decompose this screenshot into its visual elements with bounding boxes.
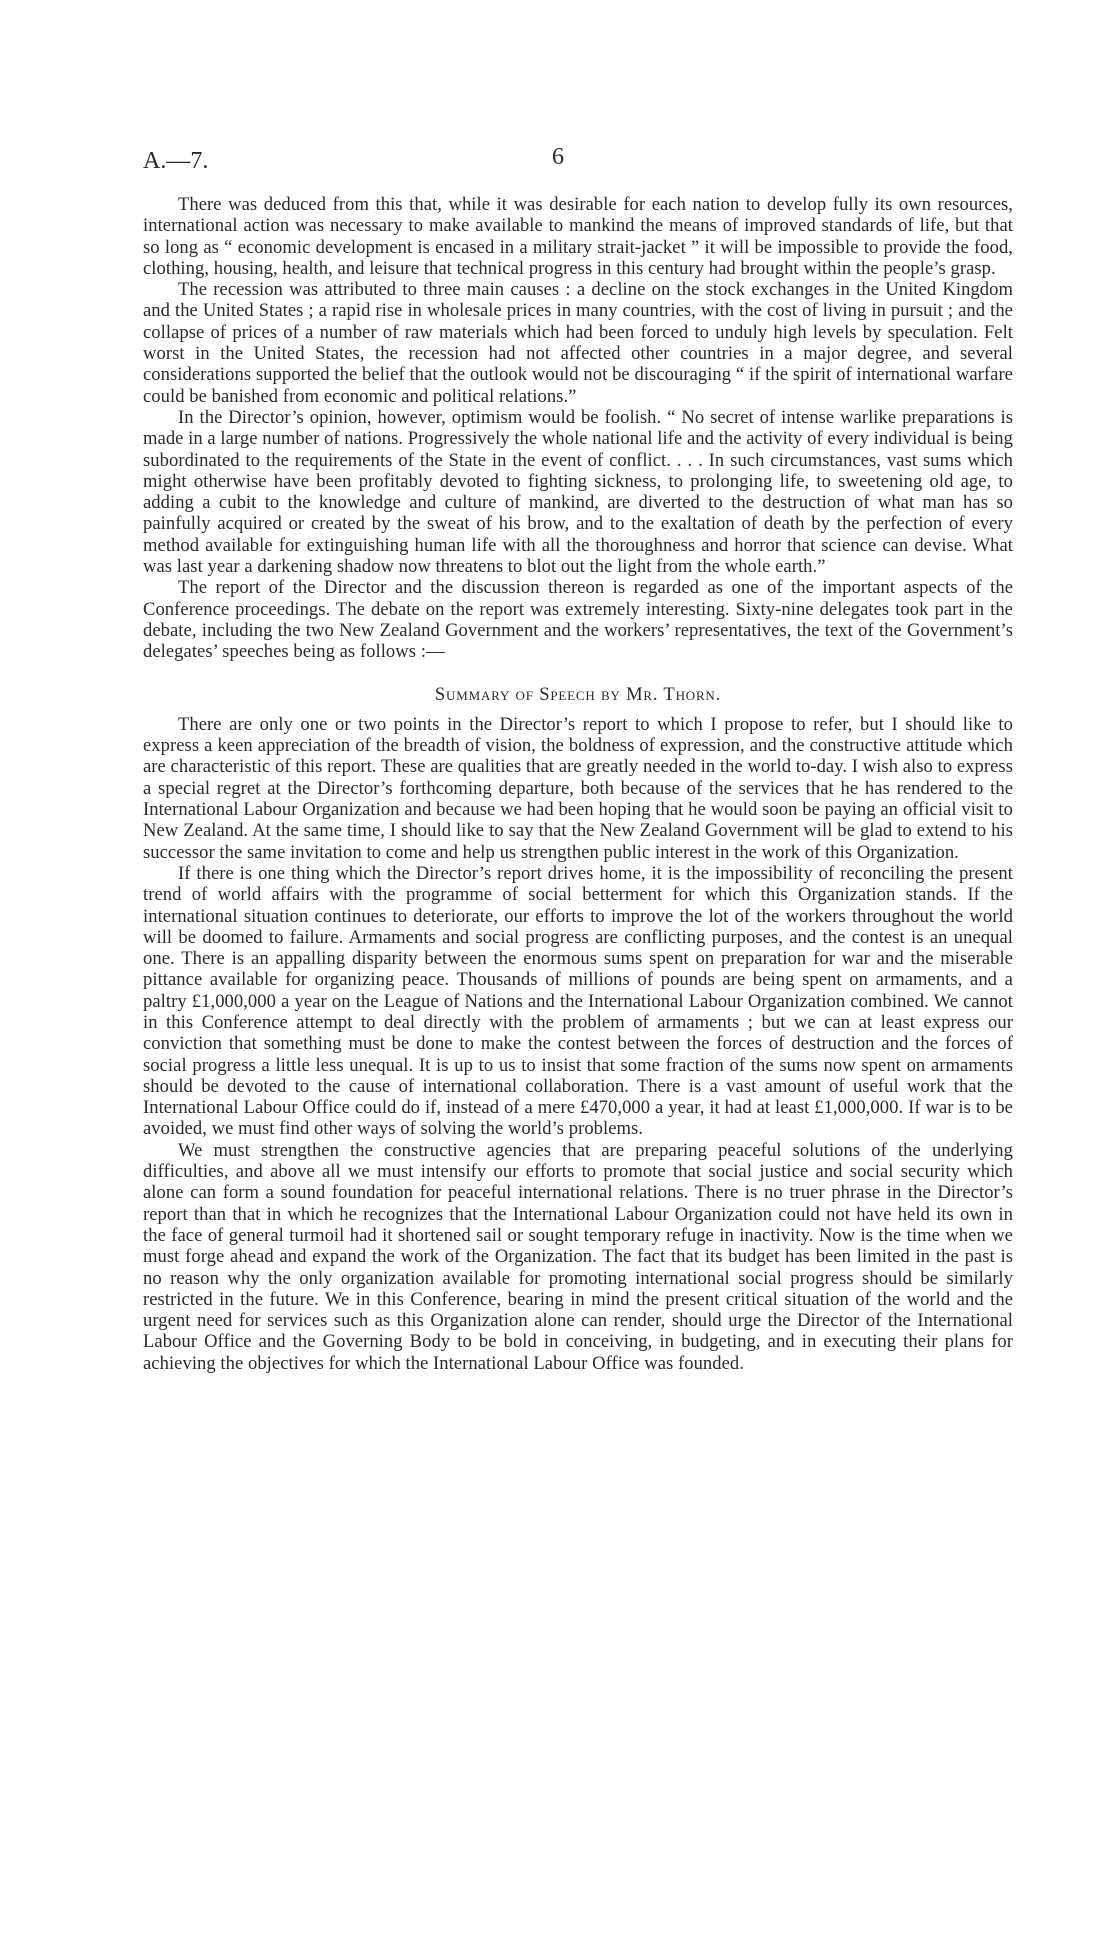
paragraph: In the Director’s opinion, however, optimism would be foolish. “ No secret of intense warlike preparations is made in a large number of nations. Progressively the whole national life and the activity of every individual is being subordinated to the requirements of the State in the event of conflict. . . . In such circumstances, vast sums which might otherwise have been profitably devoted to fighting sickness, to prolonging life, to sweetening old age, to adding a cubit to the knowledge and culture of mankind, are diverted to the destruction of what man has so painfully acquired or created by the sweat of his brow, and to the exaltation of death by the perfection of every method available for extinguishing human life with all the thoroughness and horror that science can devise. What was last year a darkening shadow now threatens to blot out the light from the whole earth.” [143, 406, 1013, 578]
paragraph: There are only one or two points in the Director’s report to which I propose to refer, but I should like to express a keen appreciation of the breadth of vision, the boldness of expression, and the constructive attitude which are characteristic of this report. These are qualities that are greatly needed in the world to-day. I wish also to express a special regret at the Director’s forthcoming departure, both because of the services that he has rendered to the International Labour Organization and because we had been hoping that he would soon be paying an official visit to New Zealand. At the same time, I should like to say that the New Zealand Government will be glad to extend to his successor the same invitation to come and help us strengthen public interest in the work of this Organization. [143, 713, 1013, 863]
paragraph: There was deduced from this that, while it was desirable for each nation to develop fully its own resources, international action was necessary to make available to mankind the means of improved standards of life, but that so long as “ economic development is encased in a military strait-jacket ” it will be impossible to provide the food, clothing, housing, health, and leisure that technical progress in this century had brought within the people’s grasp. [143, 194, 1013, 279]
page-number: 6 [552, 144, 564, 170]
paragraph: The report of the Director and the discussion thereon is regarded as one of the important aspects of the Conference proceedings. The debate on the report was extremely interesting. Sixty-nine delegates took part in the debate, including the two New Zealand Government and the workers’ representatives, the text of the Government’s delegates’ speeches being as follows :— [143, 577, 1013, 663]
section-heading: Summary of Speech by Mr. Thorn. [434, 683, 722, 705]
document-body [143, 194, 1013, 1374]
page-header [143, 144, 1013, 180]
paragraph: We must strengthen the constructive agencies that are preparing peaceful solutions of the underlying difficulties, and above all we must intensify our efforts to promote that social justice and social security which alone can form a sound foundation for peaceful international relations. There is no truer phrase in the Director’s report than that in which he recognizes that the International Labour Organization could not have held its own in the face of general turmoil had it shortened sail or sought temporary refuge in inactivity. Now is the time when we must forge ahead and expand the work of the Organization. The fact that its budget has been limited in the past is no reason why the only organization available for promoting international social progress should be similarly restricted in the future. We in this Conference, bearing in mind the present critical situation of the world and the urgent need for services such as this Organization alone can render, should urge the Director of the International Labour Office and the Governing Body to be bold in conceiving, in budgeting, and in executing their plans for achieving the objectives for which the International Labour Office was founded. [143, 1139, 1013, 1374]
document-code: A.—7. [143, 148, 209, 174]
paragraph: The recession was attributed to three main causes : a decline on the stock exchanges in the United Kingdom and the United States ; a rapid rise in wholesale prices in many countries, with the cost of living in pursuit ; and the collapse of prices of a number of raw materials which had been forced to unduly high levels by speculation. Felt worst in the United States, the recession had not affected other countries in a major degree, and several considerations supported the belief that the outlook would not be discouraging “ if the spirit of international warfare could be banished from economic and political relations.” [143, 279, 1013, 407]
paragraph: If there is one thing which the Director’s report drives home, it is the impossibility of reconciling the present trend of world affairs with the programme of social betterment for which this Organization stands. If the international situation continues to deteriorate, our efforts to improve the lot of the workers throughout the world will be doomed to failure. Armaments and social progress are conflicting purposes, and the contest is an unequal one. There is an appalling disparity between the enormous sums spent on preparation for war and the miserable pittance available for organizing peace. Thousands of millions of pounds are being spent on armaments, and a paltry £1,000,000 a year on the League of Nations and the International Labour Organization combined. We cannot in this Conference attempt to deal directly with the problem of armaments ; but we can at least express our conviction that something must be done to make the contest between the forces of destruction and the forces of social progress a little less unequal. It is up to us to insist that some fraction of the sums now spent on armaments should be devoted to the cause of international collaboration. There is a vast amount of useful work that the International Labour Office could do if, instead of a mere £470,000 a year, it had at least £1,000,000. If war is to be avoided, we must find other ways of solving the world’s problems. [143, 862, 1013, 1140]
